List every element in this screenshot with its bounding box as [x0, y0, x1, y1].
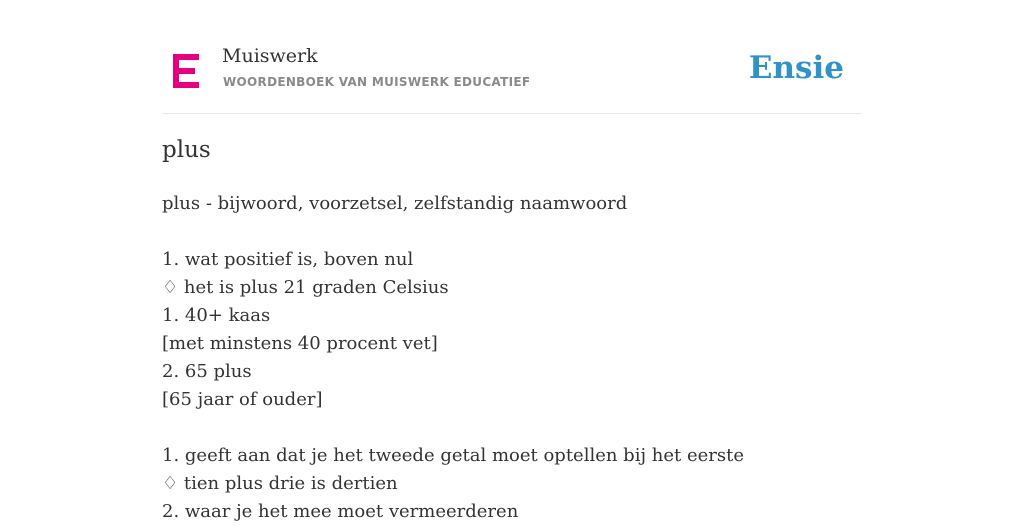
- definition-line: 2. waar je het mee moet vermeerderen: [162, 501, 519, 522]
- muiswerk-logo-icon[interactable]: [173, 54, 199, 88]
- definition-line: 1. 40+ kaas: [162, 305, 271, 326]
- word-class-line: plus - bijwoord, voorzetsel, zelfstandig naamwoord: [162, 193, 628, 214]
- definition-line: 1. wat positief is, boven nul: [162, 249, 414, 270]
- example-line: ♢ het is plus 21 graden Celsius: [162, 277, 449, 298]
- explanation-line: [met minstens 40 procent vet]: [162, 333, 438, 354]
- definition-line: 2. 65 plus: [162, 361, 252, 382]
- explanation-line: [65 jaar of ouder]: [162, 389, 323, 410]
- ensie-link[interactable]: Ensie: [748, 50, 844, 86]
- blank-line: [162, 218, 862, 246]
- definition-content: [162, 190, 862, 526]
- brand-subtitle: WOORDENBOEK VAN MUISWERK EDUCATIEF: [223, 75, 531, 89]
- page-container: [162, 0, 862, 522]
- page-title: plus: [162, 137, 211, 163]
- blank-line: [162, 414, 862, 442]
- site-header: [162, 0, 862, 114]
- definition-line: 1. geeft aan dat je het tweede getal moet optellen bij het eerste: [162, 445, 744, 466]
- example-line: ♢ tien plus drie is dertien: [162, 473, 398, 494]
- brand-name[interactable]: Muiswerk: [222, 45, 318, 67]
